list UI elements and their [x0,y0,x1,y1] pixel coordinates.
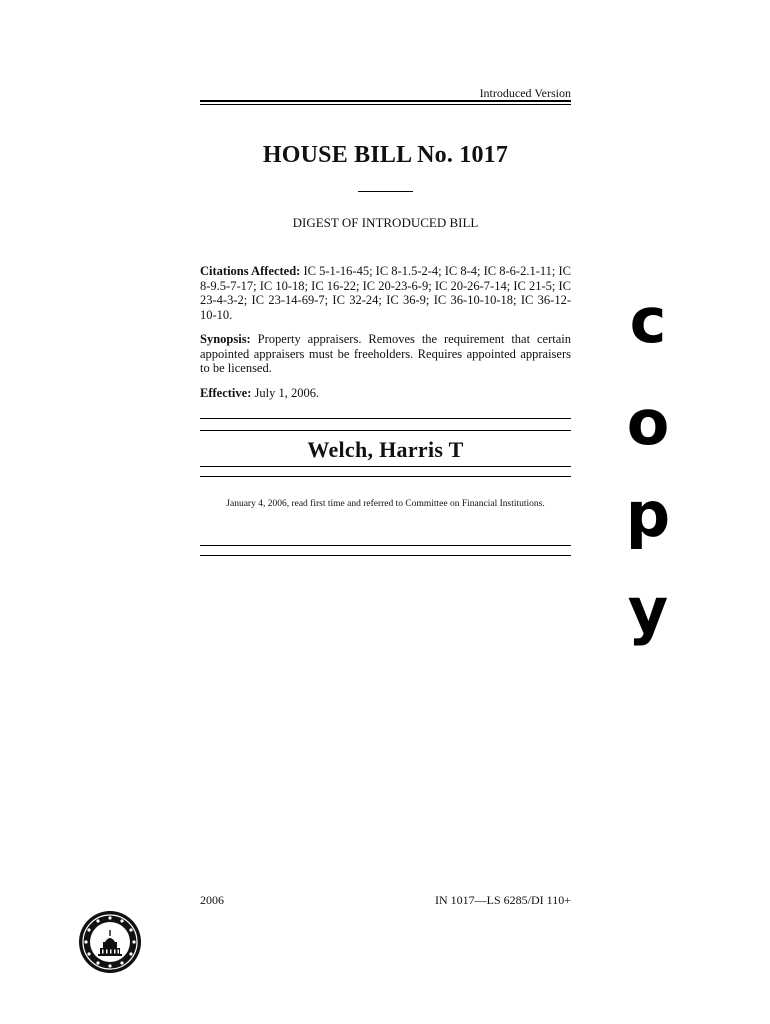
synopsis-label: Synopsis: [200,332,251,346]
footer-bill-code: IN 1017—LS 6285/DI 110+ [435,893,571,907]
effective-text: July 1, 2006. [254,386,320,400]
header-double-rule [200,100,571,105]
copy-watermark-c: c [629,284,667,357]
action-rule-2 [200,555,571,556]
copy-watermark-o: o [626,386,670,459]
synopsis-text: Property appraisers. Removes the requirement that certain appointed appraisers must be freeholders. Requires appointed appraisers to be licensed. [200,332,572,375]
copy-watermark-y: y [627,574,669,647]
version-label: Introduced Version [479,86,571,100]
state-seal-icon [78,910,142,974]
sponsor-name: Welch, Harris T [307,437,464,462]
digest-heading: DIGEST OF INTRODUCED BILL [292,215,479,230]
footer-year: 2006 [200,893,224,907]
bill-title: HOUSE BILL No. 1017 [262,142,509,168]
sponsor-rule-top-1 [200,418,571,419]
effective-date [200,386,571,401]
copy-watermark-p: p [625,478,671,551]
citations-affected [200,264,571,322]
sponsor-rule-bottom-2 [200,476,571,477]
sponsor-rule-bottom-1 [200,466,571,467]
effective-label: Effective: [200,386,252,400]
sponsor-rule-top-2 [200,430,571,431]
action-rule-1 [200,545,571,546]
legislative-action: January 4, 2006, read first time and referred to Committee on Financial Institutions. [226,499,545,509]
title-underline [358,191,413,192]
citations-text: IC 5-1-16-45; IC 8-1.5-2-4; IC 8-4; IC 8-6-2.1-11; IC 8-9.5-7-17; IC 10-18; IC 16-22; IC 20-23-6-9; IC 20-26-7-14; IC 21-5; IC 23-4-3-2; IC 23-14-69-7; IC 32-24; IC 36-9; IC 36-10-10-18; IC 36-12-10-10. [200,264,572,322]
synopsis [200,332,571,376]
citations-label: Citations Affected: [200,264,301,278]
